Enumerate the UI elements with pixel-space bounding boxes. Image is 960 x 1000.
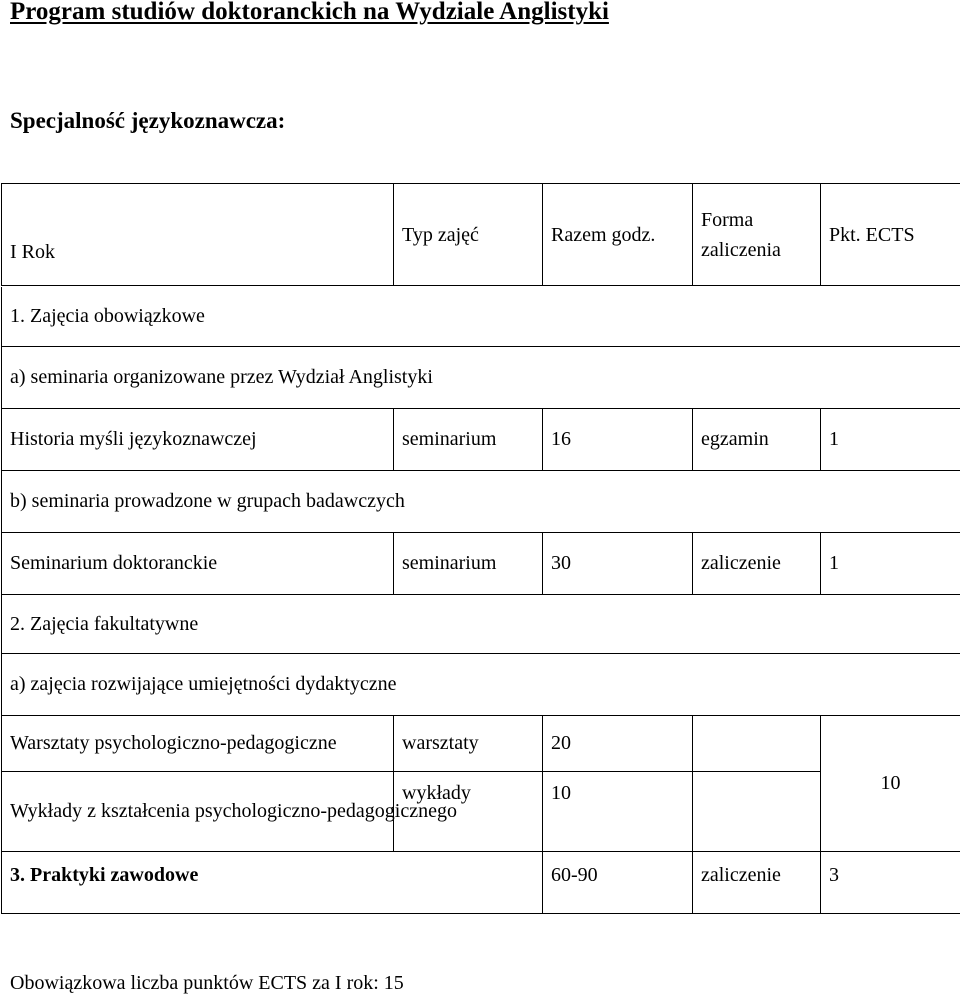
group-c-label: a) zajęcia rozwijające umiejętności dydaktyczne xyxy=(2,654,960,716)
course-hours: 16 xyxy=(543,409,693,471)
table-row xyxy=(2,852,960,914)
course-name: Seminarium doktoranckie xyxy=(2,533,394,595)
course-name: Historia myśli językoznawczej xyxy=(2,409,394,471)
course-form: egzamin xyxy=(693,409,821,471)
header-ects: Pkt. ECTS xyxy=(821,184,960,286)
practice-hours: 60-90 xyxy=(543,852,693,914)
course-type: seminarium xyxy=(394,409,543,471)
header-form-line2: zaliczenia xyxy=(701,238,781,261)
group-b-label: b) seminaria prowadzone w grupach badawczych xyxy=(2,471,960,533)
table-header-row xyxy=(2,184,960,286)
course-type: seminarium xyxy=(394,533,543,595)
header-hours: Razem godz. xyxy=(543,184,693,286)
course-hours: 20 xyxy=(543,716,693,772)
table-row xyxy=(2,716,960,772)
year-label: I Rok xyxy=(2,184,394,286)
group-row xyxy=(2,654,960,716)
group-a-label: a) seminaria organizowane przez Wydział Anglistyki xyxy=(2,347,960,409)
course-form: zaliczenie xyxy=(693,533,821,595)
course-type: warsztaty xyxy=(394,716,543,772)
table-row xyxy=(2,409,960,471)
elective-ects: 10 xyxy=(821,716,960,852)
course-form-empty xyxy=(693,772,821,852)
table-row xyxy=(2,533,960,595)
course-ects: 1 xyxy=(821,533,960,595)
section-mandatory: 1. Zajęcia obowiązkowe xyxy=(2,287,960,347)
group-row xyxy=(2,347,960,409)
section-practice: 3. Praktyki zawodowe xyxy=(2,852,543,914)
course-hours: 30 xyxy=(543,533,693,595)
ects-total-note: Obowiązkowa liczba punktów ECTS za I rok: 15 xyxy=(10,972,404,994)
section-elective: 2. Zajęcia fakultatywne xyxy=(2,595,960,654)
header-form-line1: Forma xyxy=(701,208,754,231)
header-form xyxy=(693,184,821,286)
specialization-heading: Specjalność językoznawcza: xyxy=(10,108,286,133)
page-title: Program studiów doktoranckich na Wydziale Anglistyki xyxy=(10,0,609,25)
table-row xyxy=(2,772,960,852)
program-table xyxy=(1,183,960,914)
course-name: Warsztaty psychologiczno-pedagogiczne xyxy=(2,716,394,772)
course-form-empty xyxy=(693,716,821,772)
practice-form: zaliczenie xyxy=(693,852,821,914)
group-row xyxy=(2,471,960,533)
course-type: wykłady xyxy=(394,772,543,852)
section-row xyxy=(2,595,960,654)
section-row xyxy=(2,287,960,347)
header-type: Typ zajęć xyxy=(394,184,543,286)
practice-ects: 3 xyxy=(821,852,960,914)
course-ects: 1 xyxy=(821,409,960,471)
course-hours: 10 xyxy=(543,772,693,852)
course-name: Wykłady z kształcenia psychologiczno-pedagogicznego xyxy=(2,772,394,852)
